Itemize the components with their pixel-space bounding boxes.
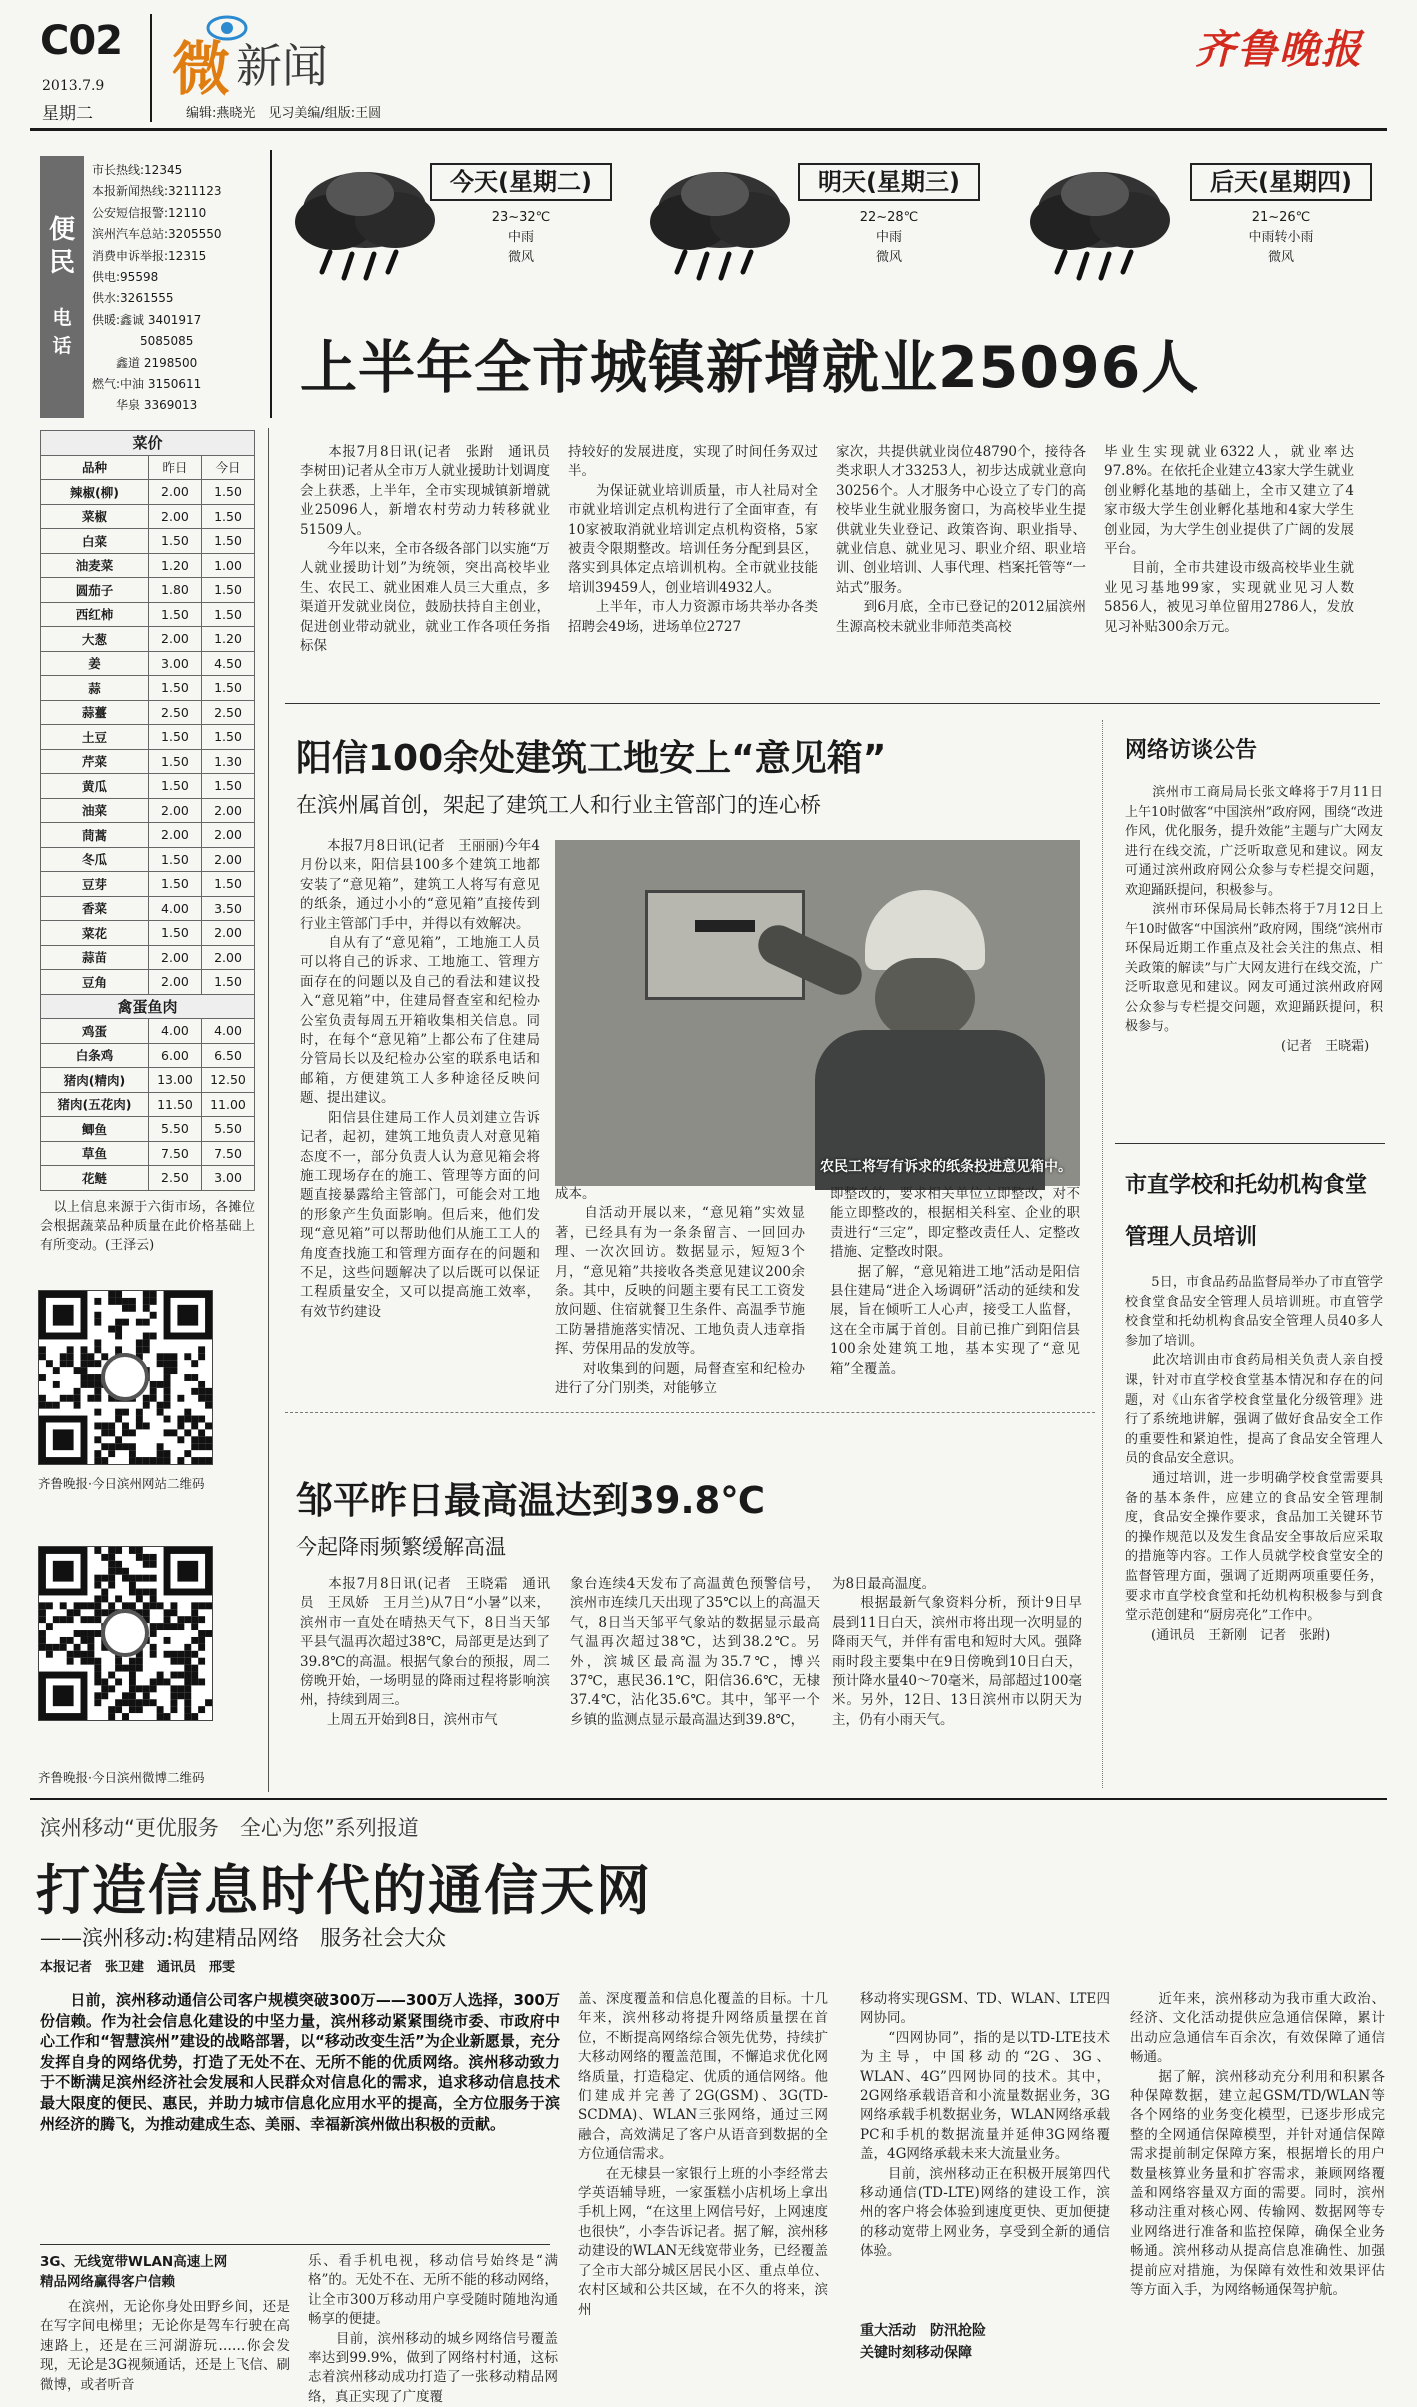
price-yesterday: 1.50 [148,847,201,872]
article5-series: 滨州移动“更优服务 全心为您”系列报道 [40,1816,419,1840]
price-today: 1.50 [201,529,254,554]
price-yesterday: 2.00 [148,504,201,529]
price-today: 1.50 [201,676,254,701]
price-row [41,1166,255,1191]
meat-rows [41,1019,255,1191]
article5-byline: 本报记者 张卫建 通讯员 邢雯 [40,1960,236,1975]
hotline-list [92,160,262,417]
price-yesterday: 2.50 [148,1166,201,1191]
weather-temp: 23~32℃ [491,210,551,225]
article2-bottom-rule [285,1412,1095,1413]
price-item: 蒜 [41,676,149,701]
price-row [41,872,255,897]
price-col-header: 今日 [201,455,254,480]
price-row [41,1043,255,1068]
article2-col3: 即整改的，要求相关单位立即整改，对不能立即整改的，根据相关科室、企业的职责进行“三定”，即定整改责任人、定整改措施、定整改时限。 据了解，“意见箱进工地”活动是阳信县住建局“进企入场调研”活动的延续和发展，旨在倾听工人心声，接受工人监督，这在全市属于首创。目前已推广到阳信县100余处建筑工地，基本实现了“意见箱”全覆盖。 [830,1186,1080,1377]
price-today: 3.50 [201,896,254,921]
website-qr-code [38,1290,213,1465]
price-item: 芹菜 [41,749,149,774]
price-today: 2.00 [201,823,254,848]
weather-wind: 微风 [507,250,534,265]
price-item: 鸡蛋 [41,1019,149,1044]
price-item: 菜花 [41,921,149,946]
article3-headline: 邹平昨日最高温达到39.8℃ [296,1479,766,1522]
price-yesterday: 1.50 [148,725,201,750]
price-yesterday: 4.00 [148,1019,201,1044]
photo-caption: 农民工将写有诉求的纸条投进意见箱中。 [820,1159,1072,1175]
price-row [41,504,255,529]
lead-bottom-rule [40,2244,550,2245]
article5-headline: 打造信息时代的通信天网 [36,1859,652,1922]
price-today: 1.50 [201,480,254,505]
price-item: 油麦菜 [41,553,149,578]
price-yesterday: 1.50 [148,602,201,627]
article1-col4: 毕业生实现就业6322人，就业率达97.8%。在依托企业建立43家大学生就业创业孵化基地的基础上，全市又建立了4家市级大学生创业孵化基地和4家大学生创业园，为大学生创业提供了广阔的发展平台。 目前，全市共建设市级高校毕业生就业见习基地99家，实现就业见习人数5856人，被见习单位留用2786人，发放见习补贴300余万元。 [1104,444,1354,635]
section-rule [30,1798,1387,1800]
price-item: 猪肉(五花肉) [41,1092,149,1117]
price-today: 1.50 [201,725,254,750]
price-yesterday: 1.50 [148,774,201,799]
price-item: 香菜 [41,896,149,921]
weather-temp: 21~26℃ [1251,210,1311,225]
price-item: 白条鸡 [41,1043,149,1068]
price-today: 1.00 [201,553,254,578]
price-item: 姜 [41,651,149,676]
price-yesterday: 7.50 [148,1141,201,1166]
price-yesterday: 1.80 [148,578,201,603]
article2-headline: 阳信100余处建筑工地安上“意见箱” [296,738,887,779]
price-today: 1.30 [201,749,254,774]
price-today: 7.50 [201,1141,254,1166]
price-col-header: 品种 [41,455,149,480]
price-today: 11.00 [201,1092,254,1117]
weather-day-label: 今天(星期二) [430,163,612,201]
weather-day-label: 后天(星期四) [1190,163,1372,201]
price-today: 1.50 [201,578,254,603]
weibo-qr-code [38,1546,213,1721]
article3-col2: 象台连续4天发布了高温黄色预警信号，滨州市连续几天出现了35℃以上的高温天气，8日当天邹平气象站的数据显示最高气温再次超过38℃，达到38.2℃。另外，滨城区最高温为35.7℃，博兴37℃，惠民36.1℃，阳信36.6℃，无棣37.4℃，沾化35.6℃。其中，邹平一个乡镇的监测点显示最高温达到39.8℃， [570,1576,820,1728]
price-title: 菜价 [41,431,255,456]
price-item: 黄瓜 [41,774,149,799]
price-yesterday: 11.50 [148,1092,201,1117]
price-yesterday: 2.50 [148,700,201,725]
price-item: 蒜苗 [41,945,149,970]
article5-subsection-1: 3G、无线宽带WLAN高速上网 精品网络赢得客户信赖 [40,2254,228,2290]
weather-today [430,208,612,268]
price-today: 4.50 [201,651,254,676]
editor-credits: 编辑:燕晓光 见习美编/组版:王圆 [186,106,382,121]
hotline-line: 供暖:鑫诚 3401917 [92,312,202,327]
hotline-line: 华泉 3369013 [92,398,198,413]
article5-col2: 乐、看手机电视，移动信号始终是“满格”的。无处不在、无所不能的移动网络，让全市300万移动用户享受随时随地沟通畅享的便捷。 目前，滨州移动的城乡网络信号覆盖率达到99.9%，做到了网络村村通，这标志着滨州移动成功打造了一张移动精品网络，真正实现了广度覆 [308,2253,558,2405]
price-today: 12.50 [201,1068,254,1093]
price-item: 白菜 [41,529,149,554]
price-row [41,1092,255,1117]
weather-cond: 中雨转小雨 [1248,230,1314,245]
price-row [41,602,255,627]
price-yesterday: 1.50 [148,921,201,946]
hotline-line: 市长热线:12345 [92,163,183,177]
price-item: 草鱼 [41,1141,149,1166]
price-row [41,627,255,652]
price-today: 2.00 [201,798,254,823]
price-today: 6.50 [201,1043,254,1068]
issue-date: 2013.7.9 [42,78,105,94]
price-today: 5.50 [201,1117,254,1142]
hotline-label-bar [40,156,84,418]
price-col-header: 昨日 [148,455,201,480]
price-yesterday: 2.00 [148,798,201,823]
price-today: 2.00 [201,847,254,872]
article2-col2: 成本。 自活动开展以来，“意见箱”实效显著，已经具有为一条条留言、一回回办理、一次次回访。数据显示，短短3个月，“意见箱”共接收各类意见建议200余条。其中，反映的问题主要有民工工资发放问题、住宿就餐卫生条件、高温季节施工防暑措施落实情况、工地负责人违章指挥、劳保用品的发放等。 对收集到的问题，局督查室和纪检办进行了分门别类，对能够立 [555,1186,805,1397]
section-name: 新闻 [236,39,328,93]
price-yesterday: 1.20 [148,553,201,578]
price-item: 油菜 [41,798,149,823]
article1-col3: 家次，共提供就业岗位48790个，接待各类求职人才33253人，初步达成就业意向30256个。人才服务中心设立了专门的高校毕业生就业服务窗口，为高校毕业生提供就业失业登记、政策咨询、职业指导、就业信息、就业见习、职业介绍、职业培训、创业培训、人事代理、档案托管等“一站式”服务。 到6月底，全市已登记的2012届滨州生源高校未就业非师范类高校 [836,444,1086,635]
price-yesterday: 1.50 [148,749,201,774]
section-accent: 微 [172,35,231,103]
price-row [41,725,255,750]
price-yesterday: 5.50 [148,1117,201,1142]
weather-wind: 微风 [875,250,902,265]
meat-title: 禽蛋鱼肉 [41,994,255,1019]
price-today: 2.00 [201,945,254,970]
veg-rows [41,480,255,995]
weather-temp: 22~28℃ [859,210,919,225]
article2-photo [555,840,1080,1186]
price-row [41,921,255,946]
price-row [41,970,255,995]
price-today: 2.00 [201,921,254,946]
price-item: 西红柿 [41,602,149,627]
header-rule [30,128,1387,131]
article2-subhead: 在滨州属首创，架起了建筑工人和行业主管部门的连心桥 [296,793,821,817]
article5-subhead: ——滨州移动:构建精品网络 服务社会大众 [40,1926,447,1950]
price-yesterday: 2.00 [148,945,201,970]
hotline-line: 供水:3261555 [92,291,174,306]
hotline-line: 鑫道 2198500 [92,355,198,370]
price-yesterday: 2.00 [148,823,201,848]
hotline-line: 滨州汽车总站:3205550 [92,227,222,242]
price-row [41,774,255,799]
price-row [41,651,255,676]
price-yesterday: 3.00 [148,651,201,676]
hotline-label-main: 便民 [48,215,75,278]
price-row [41,553,255,578]
notice-headline: 网络访谈公告 [1125,738,1258,763]
worker-head [875,958,975,1038]
price-yesterday: 4.00 [148,896,201,921]
weather-cond: 中雨 [875,230,902,245]
price-row [41,798,255,823]
article4-body: 5日，市食品药品监督局举办了市直管学校食堂食品安全管理人员培训班。市直管学校食堂和托幼机构食品安全管理人员40多人参加了培训。 此次培训由市食药局相关负责人亲自授课，针对市直学校食堂基本情况和存在的问题，对《山东省学校食堂量化分级管理》进行了系统地讲解，强调了做好食品安全工作的重要性和紧迫性，提高了食品安全管理人员的食品安全意识。 通过培训，进一步明确学校食堂需要具备的基本条件，应建立的食品安全管理制度，食品安全操作要求，食品加工关键环节的操作规范以及发生食品安全事故后应采取的措施等内容。工作人员就学校食堂安全的监督管理方面，强调了近期两项重要任务，要求市直学校食堂和托幼机构积极参与到食堂示范创建和“厨房亮化”工作中。 (通讯员 王新刚 记者 张跗) [1125,1275,1383,1643]
price-row [41,945,255,970]
price-row [41,1068,255,1093]
article3-subhead: 今起降雨频繁缓解高温 [296,1535,506,1559]
price-item: 圆茄子 [41,578,149,603]
article1-col2: 持较好的发展进度，实现了时间任务双过半。 为保证就业培训质量，市人社局对全市就业培训定点机构进行了全面审查，有10家被取消就业培训定点机构资格，5家被责令限期整改。培训任务分配到县区，落实到具体定点培训机构。全市就业技能培训39459人，创业培训4932人。 上半年，市人力资源市场共举办各类招聘会49场，进场单位2727 [568,444,818,635]
price-note: 以上信息来源于六街市场，各摊位会根据蔬菜品种质量在此价格基础上有所变动。(王泽云) [40,1200,255,1253]
price-today: 1.50 [201,774,254,799]
price-row [41,1141,255,1166]
weather-day-label: 明天(星期三) [798,163,980,201]
notice-bottom-rule [1115,1143,1385,1144]
header-divider [150,14,152,122]
price-row [41,1019,255,1044]
article5-col1: 在滨州，无论你身处田野乡间，还是在写字间电梯里；无论你是驾车行驶在高速路上，还是在三河湖游玩……你会发现，无论是3G视频通话，还是上飞信、刷微博，或者听音 [40,2299,290,2393]
price-item: 冬瓜 [41,847,149,872]
price-today: 1.50 [201,504,254,529]
price-yesterday: 13.00 [148,1068,201,1093]
price-item: 大葱 [41,627,149,652]
price-table [40,430,255,1191]
article2-col1: 本报7月8日讯(记者 王丽丽)今年4月份以来，阳信县100多个建筑工地都安装了“意见箱”，建筑工人将写有意见的纸条，通过小小的“意见箱”直接传到行业主管部门手中，并得以有效解决。 自从有了“意见箱”，工地施工人员可以将自己的诉求、工地施工、管理方面存在的问题以及自己的看法和建议投入“意见箱”中，住建局督查室和纪检办公室负责每周五开箱收集相关信息。同时，在每个“意见箱”上都公布了住建局分管局长以及纪检办公室的联系电话和邮箱，方便建筑工人多种途径反映问题、提出建议。 阳信县住建局工作人员刘建立告诉记者，起初，建筑工地负责人对意见箱态度不一，部分负责人认为意见箱会将施工现场存在的施工、管理等方面的问题直接暴露给主管部门，可能会对工地的形象产生负面影响。但后来，他们发现“意见箱”可以帮助他们从施工工人的角度查找施工和管理方面存在的问题和不足，这些问题解决了以后既可以保证工程质量安全，又可以提高施工效率，有效节约建设 [300,838,540,1320]
price-row [41,896,255,921]
price-item: 茼蒿 [41,823,149,848]
price-row [41,749,255,774]
price-row [41,1117,255,1142]
price-item: 蒜薹 [41,700,149,725]
article5-subsection-2: 重大活动 防汛抢险 关键时刻移动保障 [860,2323,986,2361]
hotline-line: 公安短信报警:12110 [92,205,207,220]
article5-col3: 盖、深度覆盖和信息化覆盖的目标。十几年来，滨州移动将提升网络质量摆在首位，不断提高网络综合领先优势，持续扩大移动网络的覆盖范围，不懈追求优化网络质量，打造稳定、优质的通信网络。他们建成并完善了2G(GSM)、3G(TD-SCDMA)、WLAN三张网络，通过三网融合，高效满足了客户从语音到数据的全方位通信需求。 在无棣县一家银行上班的小李经常去学英语辅导班，一家蛋糕小店机场上拿出手机上网，“在这里上网信号好，上网速度也很快”，小李告诉记者。据了解，滨州移动建设的WLAN无线宽带业务，已经覆盖了全市大部分城区居民小区、重点单位、农村区域和公共区域，在不久的将来，滨州 [578,1991,828,2318]
price-row [41,480,255,505]
hotline-line: 本报新闻热线:3211123 [92,184,222,199]
price-yesterday: 2.00 [148,970,201,995]
weather-cond: 中雨 [507,230,534,245]
price-row [41,529,255,554]
page-number: C02 [40,18,123,64]
price-today: 1.50 [201,872,254,897]
price-row [41,700,255,725]
price-row [41,823,255,848]
hotline-line: 燃气:中油 3150611 [92,377,202,392]
rain-cloud-icon [645,160,795,290]
price-yesterday: 1.50 [148,872,201,897]
weather-tomorrow [798,208,980,268]
article3-col3: 为8日最高温度。 根据最新气象资料分析，预计9日早晨到11日白天，滨州市将出现一次明显的降雨天气，并伴有雷电和短时大风。强降雨时段主要集中在9日傍晚到10日白天，预计降水量40～70毫米，局部超过100毫米。另外，12日、13日滨州市以阴天为主，仍有小雨天气。 [832,1576,1082,1728]
notice-body: 滨州市工商局局长张文峰将于7月11日上午10时做客“中国滨州”政府网，围绕“改进作风，优化服务，提升效能”主题与广大网友进行在线交流，广泛听取意见和建议。网友可通过滨州政府网公众参与专栏提交问题，欢迎踊跃提问，积极参与。 滨州市环保局局长韩杰将于7月12日上午10时做客“中国滨州”政府网，围绕“滨州市环保局近期工作重点及社会关注的焦点、相关政策的解读”与广大网友进行在线交流，广泛听取意见和建议。网友可通过滨州政府网公众参与专栏提交问题，欢迎踊跃提问，积极参与。 (记者 王晓霜) [1125,785,1383,1054]
article1-col1: 本报7月8日讯(记者 张跗 通讯员 李树田)记者从全市万人就业援助计划调度会上获悉，上半年，全市实现城镇新增就业25096人，新增农村劳动力转移就业51509人。 今年以来，全市各级各部门以实施“万人就业援助计划”为统领，突出高校毕业生、农民工、就业困难人员三大重点，多渠道开发就业岗位，鼓励扶持自主创业，促进创业带动就业，就业工作各项任务指标保 [300,444,550,655]
price-item: 菜椒 [41,504,149,529]
price-today: 4.00 [201,1019,254,1044]
website-qr-caption: 齐鲁晚报·今日滨州网站二维码 [38,1476,205,1491]
price-yesterday: 2.00 [148,627,201,652]
article1-bottom-rule [285,703,1380,704]
price-row [41,847,255,872]
hotline-label-sub: 电话 [52,307,72,357]
weibo-qr-caption: 齐鲁晚报·今日滨州微博二维码 [38,1770,205,1785]
price-row [41,578,255,603]
article1-headline: 上半年全市城镇新增就业25096人 [300,335,1200,401]
article5-lead: 日前，滨州移动通信公司客户规模突破300万——300万人选择，300万份信赖。作为社会信息化建设的中坚力量，滨州移动紧紧围绕市委、市政府中心工作和“智慧滨州”建设的战略部署，以“移动改变生活”为企业新愿景，充分发挥自身的网络优势，打造了无处不在、无所不能的优质网络。滨州移动致力于不断满足滨州经济社会发展和人民群众对信息化的需求，追求移动信息技术最大限度的便民、惠民，并助力城市信息化应用水平的提高，全方位服务于滨州经济的腾飞，为推动建成生态、美丽、幸福新滨州做出积极的贡献。 [40,1991,560,2133]
weather-wind: 微风 [1267,250,1294,265]
price-item: 土豆 [41,725,149,750]
article5-col5: 近年来，滨州移动为我市重大政治、经济、文化活动提供应急通信保障，累计出动应急通信车百余次，有效保障了通信畅通。 据了解，滨州移动充分利用和积累各种保障数据，建立起GSM/TD/WLAN等各个网络的业务变化模型，已逐步形成完整的全网通信保障模型，并针对通信保障需求提前制定保障方案，根据增长的用户数量核算业务量和扩容需求，兼顾网络覆盖和网络容量双方面的需要。同时，滨州移动注重对核心网、传输网、数据网等专业网络进行准备和监控保障，确保全业务畅通。滨州移动从提高信息准确性、加强提前应对措施，为保障有效性和效果评估等方面入手，为网络畅通保驾护航。 [1130,1991,1385,2299]
price-item: 鲫鱼 [41,1117,149,1142]
price-yesterday: 2.00 [148,480,201,505]
issue-weekday: 星期二 [42,104,93,124]
masthead-logo: 齐鲁晚报 [1195,26,1363,73]
price-yesterday: 1.50 [148,676,201,701]
price-yesterday: 1.50 [148,529,201,554]
right-column-rule [1102,720,1103,1788]
price-item: 猪肉(精肉) [41,1068,149,1093]
article5-col4: 移动将实现GSM、TD、WLAN、LTE四网协同。 “四网协同”，指的是以TD-LTE技术为主导，中国移动的“2G、3G、WLAN、4G”四网协同的技术。其中，2G网络承载语音和小流量数据业务，3G网络承载手机数据业务，WLAN网络承载PC和手机的数据流量并延伸3G网络覆盖，4G网络承载未来大流量业务。 目前，滨州移动正在积极开展第四代移动通信(TD-LTE)网络的建设工作，滨州的客户将会体验到速度更快、更加便捷的移动宽带上网业务，享受到全新的通信体验。 [860,1991,1110,2260]
price-today: 1.50 [201,970,254,995]
price-item: 花鲢 [41,1166,149,1191]
price-item: 辣椒(柳) [41,480,149,505]
hotline-line: 消费申诉举报:12315 [92,248,207,263]
rain-cloud-icon [1025,160,1175,290]
price-item: 豆角 [41,970,149,995]
price-item: 豆芽 [41,872,149,897]
price-today: 1.20 [201,627,254,652]
price-today: 1.50 [201,602,254,627]
left-rail-rule [268,428,269,1792]
article4-headline: 市直学校和托幼机构食堂管理人员培训 [1125,1173,1368,1250]
hotline-line: 供电:95598 [92,270,159,285]
left-column-divider [270,150,272,418]
article3-col1: 本报7月8日讯(记者 王晓霜 通讯员 王凤娇 王月兰)从7日“小暑”以来，滨州市一直处在晴热天气下，8日当天邹平县气温再次超过38℃，局部更是达到了39.8℃的高温。根据气象台的预报，周二傍晚开始，一场明显的降雨过程将影响滨州，持续到周三。 上周五开始到8日，滨州市气 [300,1576,550,1728]
price-row [41,676,255,701]
price-today: 3.00 [201,1166,254,1191]
price-yesterday: 6.00 [148,1043,201,1068]
price-today: 2.50 [201,700,254,725]
hotline-line: 5085085 [92,334,194,349]
rain-cloud-icon [290,160,440,290]
weather-day-after [1190,208,1372,268]
